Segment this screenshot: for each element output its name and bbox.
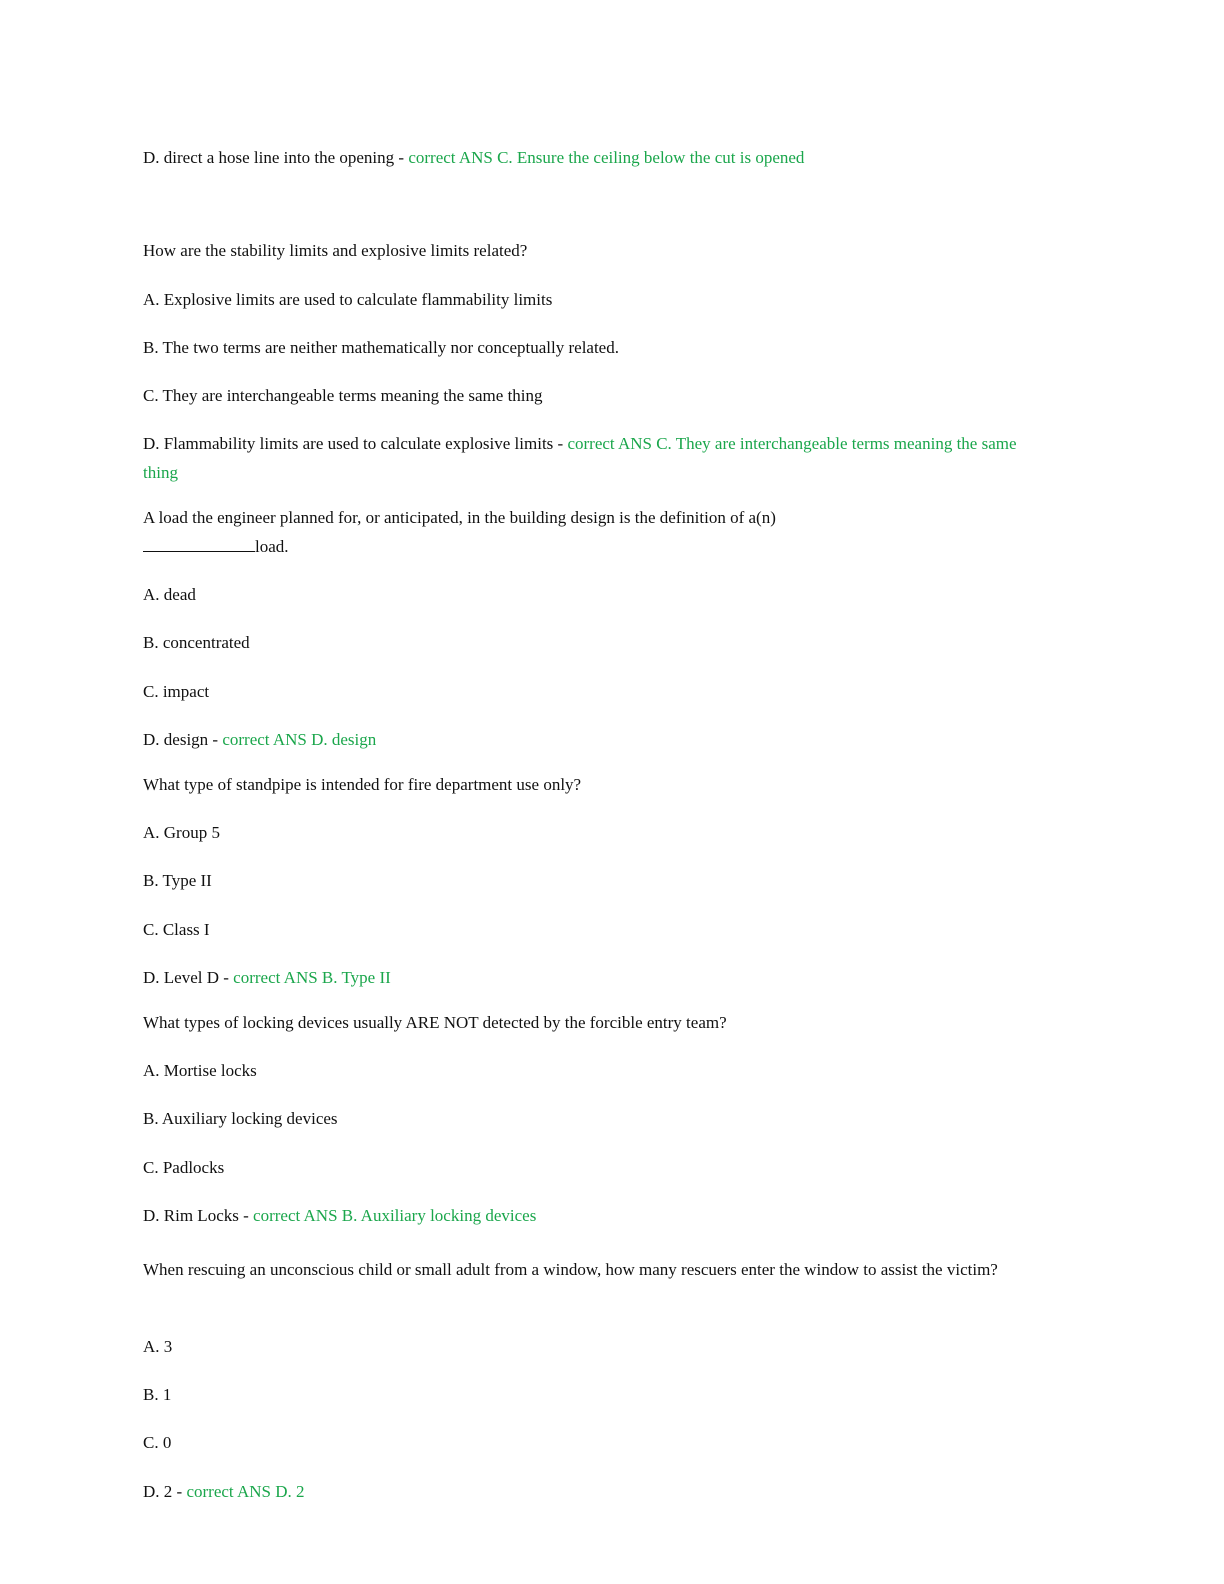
option-b: B. concentrated (143, 633, 250, 652)
correct-answer: correct ANS D. 2 (186, 1482, 305, 1501)
question-text-end: load. (255, 537, 289, 556)
option-a: A. 3 (143, 1337, 173, 1356)
correct-answer: correct ANS B. Type II (233, 968, 391, 987)
option-c: C. Padlocks (143, 1158, 225, 1177)
fill-in-blank (143, 535, 255, 552)
option-a: A. Group 5 (143, 823, 220, 842)
option-c: C. 0 (143, 1433, 172, 1452)
option-d (143, 1201, 536, 1230)
correct-answer: correct ANS C. They are interchangeable terms meaning the same thing (143, 434, 1017, 482)
question: What types of locking devices usually ARE NOT detected by the forcible entry team? (143, 1013, 727, 1032)
option-a: A. Mortise locks (143, 1061, 257, 1080)
option-b: B. Type II (143, 871, 212, 890)
correct-answer: correct ANS B. Auxiliary locking devices (253, 1206, 537, 1225)
option-text: D. Level D - (143, 968, 234, 987)
option-b: B. 1 (143, 1385, 172, 1404)
option-d (143, 1477, 304, 1506)
option-text: D. design - (143, 730, 223, 749)
option-d (143, 963, 391, 992)
option-text: D. direct a hose line into the opening - (143, 148, 409, 167)
option-d (143, 143, 804, 172)
option-d (143, 725, 376, 754)
option-d (143, 429, 1033, 487)
option-text: D. Rim Locks - (143, 1206, 254, 1225)
option-c: C. impact (143, 682, 210, 701)
option-text: D. Flammability limits are used to calculate explosive limits - (143, 434, 568, 453)
question: When rescuing an unconscious child or small adult from a window, how many rescuers enter the window to assist the victim? (143, 1260, 998, 1279)
option-c: C. They are interchangeable terms meaning the same thing (143, 386, 543, 405)
question (143, 503, 843, 561)
question: How are the stability limits and explosive limits related? (143, 241, 528, 260)
option-c: C. Class I (143, 920, 210, 939)
option-b: B. The two terms are neither mathematically nor conceptually related. (143, 338, 619, 357)
option-text: D. 2 - (143, 1482, 187, 1501)
option-a: A. Explosive limits are used to calculate flammability limits (143, 290, 553, 309)
correct-answer: correct ANS C. Ensure the ceiling below the cut is opened (408, 148, 805, 167)
question: What type of standpipe is intended for fire department use only? (143, 775, 582, 794)
option-b: B. Auxiliary locking devices (143, 1109, 338, 1128)
correct-answer: correct ANS D. design (222, 730, 377, 749)
question-text: A load the engineer planned for, or anticipated, in the building design is the definition of a(n) (143, 508, 776, 527)
option-a: A. dead (143, 585, 196, 604)
